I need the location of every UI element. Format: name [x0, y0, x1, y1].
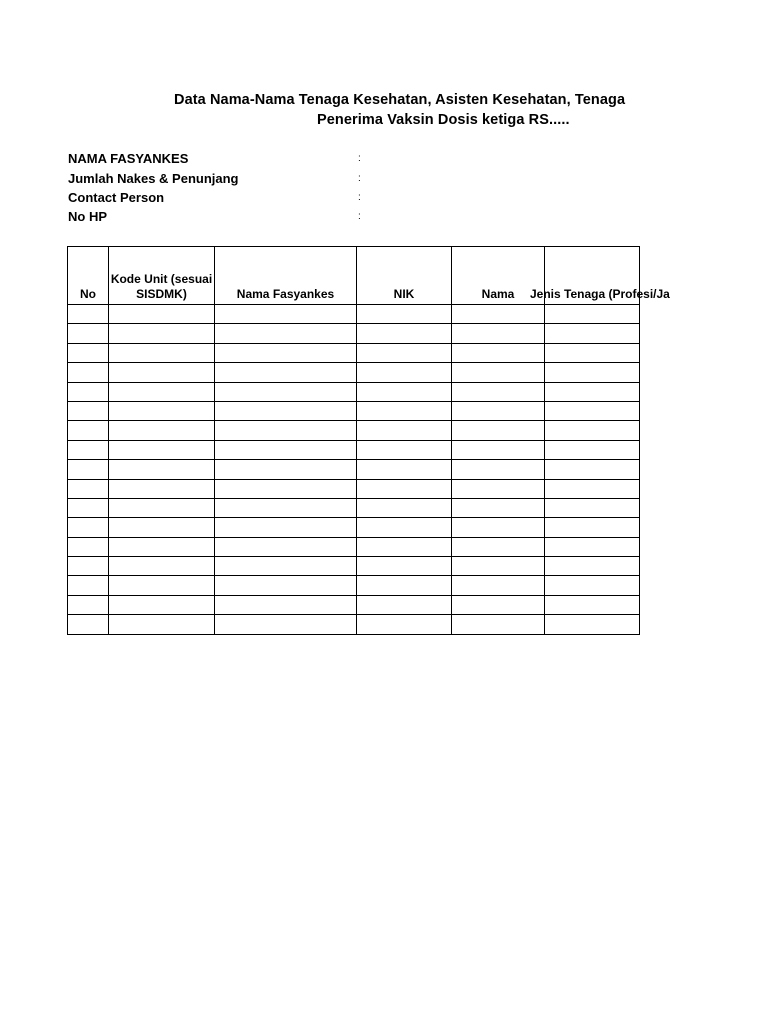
- table-cell[interactable]: [545, 305, 640, 324]
- table-cell[interactable]: [68, 401, 109, 420]
- table-row: [68, 479, 640, 498]
- table-cell[interactable]: [68, 518, 109, 537]
- table-cell[interactable]: [545, 615, 640, 634]
- table-row: [68, 440, 640, 459]
- table-cell[interactable]: [68, 343, 109, 362]
- table-cell[interactable]: [545, 595, 640, 614]
- table-cell[interactable]: [109, 343, 215, 362]
- table-cell[interactable]: [357, 305, 452, 324]
- table-cell[interactable]: [68, 479, 109, 498]
- info-colon-contact-person: :: [358, 192, 361, 203]
- table-row: [68, 421, 640, 440]
- table-cell[interactable]: [109, 305, 215, 324]
- table-cell[interactable]: [452, 557, 545, 576]
- table-cell[interactable]: [109, 324, 215, 343]
- table-cell[interactable]: [545, 518, 640, 537]
- table-cell[interactable]: [109, 382, 215, 401]
- vaccine-recipient-table-wrapper: [67, 246, 670, 635]
- table-row: [68, 595, 640, 614]
- table-cell[interactable]: [452, 305, 545, 324]
- table-cell[interactable]: [68, 595, 109, 614]
- table-cell[interactable]: [452, 518, 545, 537]
- table-row: [68, 363, 640, 382]
- table-header-row: [68, 247, 640, 305]
- table-cell[interactable]: [215, 557, 357, 576]
- table-cell[interactable]: [357, 537, 452, 556]
- table-cell[interactable]: [68, 576, 109, 595]
- table-cell[interactable]: [215, 479, 357, 498]
- table-cell[interactable]: [357, 576, 452, 595]
- header-nik: NIK: [357, 247, 452, 305]
- table-cell[interactable]: [545, 440, 640, 459]
- table-cell[interactable]: [68, 460, 109, 479]
- table-row: [68, 537, 640, 556]
- table-cell[interactable]: [452, 401, 545, 420]
- table-cell[interactable]: [215, 363, 357, 382]
- info-label-jumlah-nakes: Jumlah Nakes & Penunjang: [68, 171, 239, 186]
- info-label-no-hp: No HP: [68, 209, 107, 224]
- table-cell[interactable]: [215, 382, 357, 401]
- info-label-nama-fasyankes: NAMA FASYANKES: [68, 151, 189, 166]
- header-no: No: [68, 247, 109, 305]
- table-cell[interactable]: [357, 401, 452, 420]
- table-body: [68, 305, 640, 635]
- table-cell[interactable]: [68, 615, 109, 634]
- header-nama-fasyankes: Nama Fasyankes: [215, 247, 357, 305]
- table-cell[interactable]: [109, 401, 215, 420]
- table-cell[interactable]: [357, 343, 452, 362]
- table-cell[interactable]: [109, 421, 215, 440]
- table-cell[interactable]: [452, 460, 545, 479]
- table-cell[interactable]: [452, 324, 545, 343]
- table-cell[interactable]: [452, 440, 545, 459]
- table-row: [68, 460, 640, 479]
- table-cell[interactable]: [357, 460, 452, 479]
- table-cell[interactable]: [452, 382, 545, 401]
- table-cell[interactable]: [109, 518, 215, 537]
- vaccine-recipient-table: [67, 246, 670, 635]
- table-cell[interactable]: [215, 401, 357, 420]
- table-cell[interactable]: [357, 557, 452, 576]
- table-cell[interactable]: [452, 595, 545, 614]
- table-cell[interactable]: [68, 421, 109, 440]
- table-cell[interactable]: [545, 382, 640, 401]
- table-cell[interactable]: [357, 595, 452, 614]
- table-cell[interactable]: [215, 518, 357, 537]
- table-row: [68, 305, 640, 324]
- table-cell[interactable]: [452, 615, 545, 634]
- table-cell[interactable]: [68, 305, 109, 324]
- table-cell[interactable]: [68, 537, 109, 556]
- table-cell[interactable]: [357, 440, 452, 459]
- table-cell[interactable]: [545, 479, 640, 498]
- table-cell[interactable]: [357, 479, 452, 498]
- header-kode-unit: Kode Unit (sesuai SISDMK): [109, 247, 215, 305]
- table-cell[interactable]: [545, 557, 640, 576]
- info-colon-nama-fasyankes: :: [358, 153, 361, 164]
- table-row: [68, 615, 640, 634]
- table-cell[interactable]: [545, 401, 640, 420]
- table-cell[interactable]: [452, 363, 545, 382]
- table-cell[interactable]: [545, 498, 640, 517]
- table-cell[interactable]: [452, 576, 545, 595]
- table-row: [68, 401, 640, 420]
- table-cell[interactable]: [109, 498, 215, 517]
- header-jenis-tenaga-text: Jenis Tenaga (Profesi/Ja: [530, 287, 670, 301]
- table-cell[interactable]: [215, 343, 357, 362]
- table-cell[interactable]: [68, 382, 109, 401]
- table-cell[interactable]: [109, 576, 215, 595]
- table-cell[interactable]: [215, 615, 357, 634]
- info-colon-jumlah-nakes: :: [358, 173, 361, 184]
- table-cell[interactable]: [68, 324, 109, 343]
- table-cell[interactable]: [545, 421, 640, 440]
- table-cell[interactable]: [545, 324, 640, 343]
- table-cell[interactable]: [215, 576, 357, 595]
- table-cell[interactable]: [357, 498, 452, 517]
- table-cell[interactable]: [545, 363, 640, 382]
- table-row: [68, 324, 640, 343]
- table-row: [68, 518, 640, 537]
- table-cell[interactable]: [109, 557, 215, 576]
- table-cell[interactable]: [109, 460, 215, 479]
- table-cell[interactable]: [357, 421, 452, 440]
- table-cell[interactable]: [545, 576, 640, 595]
- table-cell[interactable]: [109, 479, 215, 498]
- table-cell[interactable]: [109, 363, 215, 382]
- table-cell[interactable]: [109, 440, 215, 459]
- table-cell[interactable]: [452, 343, 545, 362]
- table-cell[interactable]: [452, 479, 545, 498]
- table-cell[interactable]: [215, 305, 357, 324]
- table-cell[interactable]: [357, 382, 452, 401]
- table-cell[interactable]: [68, 498, 109, 517]
- table-cell[interactable]: [452, 537, 545, 556]
- table-cell[interactable]: [545, 460, 640, 479]
- table-cell[interactable]: [357, 518, 452, 537]
- table-cell[interactable]: [109, 595, 215, 614]
- table-cell[interactable]: [452, 498, 545, 517]
- table-cell[interactable]: [545, 537, 640, 556]
- table-cell[interactable]: [357, 324, 452, 343]
- header-jenis-tenaga: [530, 247, 670, 305]
- table-cell[interactable]: [68, 363, 109, 382]
- table-row: [68, 498, 640, 517]
- table-cell[interactable]: [545, 343, 640, 362]
- table-cell[interactable]: [215, 595, 357, 614]
- info-colon-no-hp: :: [358, 211, 361, 222]
- table-cell[interactable]: [68, 440, 109, 459]
- table-cell[interactable]: [215, 440, 357, 459]
- table-row: [68, 576, 640, 595]
- table-cell[interactable]: [452, 421, 545, 440]
- table-cell[interactable]: [215, 498, 357, 517]
- table-cell[interactable]: [215, 324, 357, 343]
- table-cell[interactable]: [215, 460, 357, 479]
- table-row: [68, 343, 640, 362]
- header-nama: Nama: [452, 247, 545, 305]
- table-row: [68, 557, 640, 576]
- document-title-line-1: Data Nama-Nama Tenaga Kesehatan, Asisten Kesehatan, Tenaga: [174, 92, 626, 108]
- info-label-contact-person: Contact Person: [68, 190, 165, 205]
- table-cell[interactable]: [357, 363, 452, 382]
- document-title-line-2: Penerima Vaksin Dosis ketiga RS.....: [317, 112, 570, 128]
- table-cell[interactable]: [109, 537, 215, 556]
- table-cell[interactable]: [357, 615, 452, 634]
- table-cell[interactable]: [68, 557, 109, 576]
- table-cell[interactable]: [215, 421, 357, 440]
- table-cell[interactable]: [109, 615, 215, 634]
- table-row: [68, 382, 640, 401]
- table-cell[interactable]: [215, 537, 357, 556]
